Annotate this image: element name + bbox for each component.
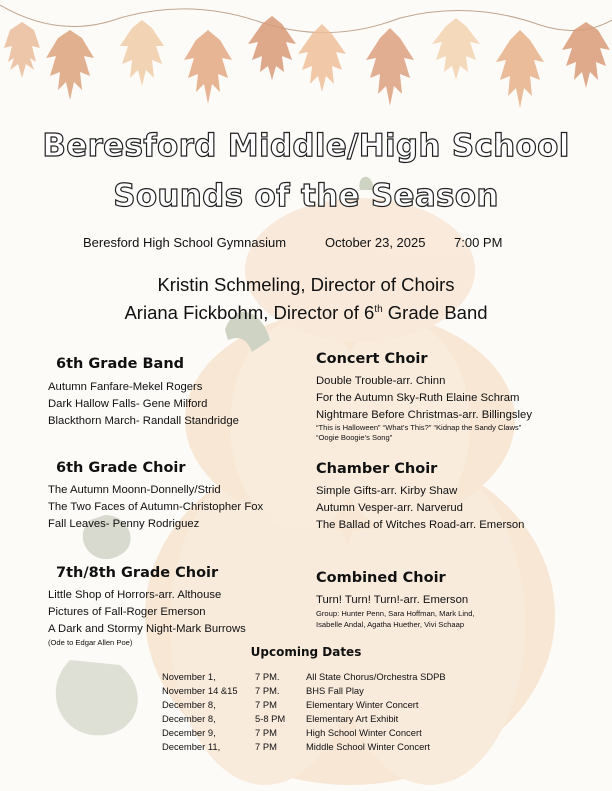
maple-leaf-icon xyxy=(496,30,544,108)
note-7th-8th-grade-choir: (Ode to Edgar Allen Poe) xyxy=(48,638,133,647)
upcoming-date: December 11, xyxy=(162,741,221,752)
director-choirs: Kristin Schmeling, Director of Choirs xyxy=(157,274,455,295)
upcoming-date: December 8, xyxy=(162,713,216,724)
list-item: The Ballad of Witches Road-arr. Emerson xyxy=(316,519,525,531)
list-item: Simple Gifts-arr. Kirby Shaw xyxy=(316,485,458,497)
note-concert-choir-line-2: “Oogie Boogie’s Song” xyxy=(316,433,393,442)
list-item: A Dark and Stormy Night-Mark Burrows xyxy=(48,623,246,635)
table-row xyxy=(0,685,612,699)
director-band-ordinal: th xyxy=(374,303,383,315)
leaf-garland-illustration xyxy=(0,0,612,130)
upcoming-event: BHS Fall Play xyxy=(306,685,364,696)
heading-concert-choir: Concert Choir xyxy=(316,351,428,367)
table-row xyxy=(0,741,612,755)
list-item: Turn! Turn! Turn!-arr. Emerson xyxy=(316,594,469,606)
upcoming-event: Elementary Winter Concert xyxy=(306,699,419,710)
list-7th-8th-grade-choir xyxy=(48,587,246,638)
list-item: Blackthorn March- Randall Standridge xyxy=(48,415,239,427)
upcoming-date: November 1, xyxy=(162,671,216,682)
list-item: Pictures of Fall-Roger Emerson xyxy=(48,606,206,618)
maple-leaf-icon xyxy=(562,22,610,88)
list-item: The Two Faces of Autumn-Christopher Fox xyxy=(48,501,264,513)
page-title-line-2: Sounds of the Season xyxy=(113,178,499,214)
list-item: Dark Hallow Falls- Gene Milford xyxy=(48,398,208,410)
page-title-line-1: Beresford Middle/High School xyxy=(42,128,570,164)
heading-6th-grade-choir: 6th Grade Choir xyxy=(56,460,186,476)
event-venue: Beresford High School Gymnasium xyxy=(83,235,287,250)
note-combined-choir-line-1: Group: Hunter Penn, Sara Hoffman, Mark Lind, xyxy=(316,609,475,618)
upcoming-time: 7 PM. xyxy=(255,671,280,682)
upcoming-event: Elementary Art Exhibit xyxy=(306,713,399,724)
list-chamber-choir xyxy=(316,483,524,534)
upcoming-event: Middle School Winter Concert xyxy=(306,741,431,752)
upcoming-time: 5-8 PM xyxy=(255,713,286,724)
event-time: 7:00 PM xyxy=(454,235,503,250)
list-concert-choir xyxy=(316,373,532,424)
upcoming-event: All State Chorus/Orchestra SDPB xyxy=(306,671,446,682)
director-band-suffix: Grade Band xyxy=(382,302,488,323)
maple-leaf-icon xyxy=(366,28,414,106)
upcoming-time: 7 PM. xyxy=(255,685,280,696)
maple-leaf-icon xyxy=(4,22,40,78)
list-6th-grade-choir xyxy=(48,482,263,533)
heading-chamber-choir: Chamber Choir xyxy=(316,461,438,477)
list-item: Autumn Vesper-arr. Narverud xyxy=(316,502,463,514)
director-band-prefix: Ariana Fickbohm, Director of 6 xyxy=(124,302,375,323)
upcoming-time: 7 PM xyxy=(255,699,277,710)
maple-leaf-icon xyxy=(46,30,94,100)
maple-leaf-icon xyxy=(432,18,480,80)
upcoming-time: 7 PM xyxy=(255,727,277,738)
event-date: October 23, 2025 xyxy=(325,235,426,250)
table-row xyxy=(0,727,612,741)
upcoming-date: December 9, xyxy=(162,727,216,738)
director-band xyxy=(0,302,612,324)
heading-6th-grade-band: 6th Grade Band xyxy=(56,356,185,372)
maple-leaf-icon xyxy=(298,24,346,92)
list-combined-choir xyxy=(316,592,468,609)
table-row xyxy=(0,699,612,713)
list-item: Double Trouble-arr. Chinn xyxy=(316,375,446,387)
list-item: Autumn Fanfare-Mekel Rogers xyxy=(48,381,203,393)
list-item: The Autumn Moonn-Donnelly/Strid xyxy=(48,484,221,496)
table-row xyxy=(0,671,612,685)
note-concert-choir-line-1: “This is Halloween” “What’s This?” “Kidnap the Sandy Claws” xyxy=(316,423,522,432)
list-item: For the Autumn Sky-Ruth Elaine Schram xyxy=(316,392,520,404)
maple-leaf-icon xyxy=(120,20,164,86)
note-combined-choir-line-2: Isabelle Andal, Agatha Huether, Vivi Schaap xyxy=(316,620,465,629)
upcoming-time: 7 PM xyxy=(255,741,277,752)
list-item: Little Shop of Horrors-arr. Althouse xyxy=(48,589,222,601)
maple-leaf-icon xyxy=(248,16,296,80)
heading-combined-choir: Combined Choir xyxy=(316,570,446,586)
list-item: Nightmare Before Christmas-arr. Billingsley xyxy=(316,409,532,421)
heading-7th-8th-grade-choir: 7th/8th Grade Choir xyxy=(56,565,219,581)
table-row xyxy=(0,713,612,727)
upcoming-event: High School Winter Concert xyxy=(306,727,422,738)
upcoming-date: December 8, xyxy=(162,699,216,710)
upcoming-dates-heading: Upcoming Dates xyxy=(250,645,362,659)
list-item: Fall Leaves- Penny Rodriguez xyxy=(48,518,200,530)
list-6th-grade-band xyxy=(48,379,239,430)
upcoming-date: November 14 &15 xyxy=(162,685,238,696)
maple-leaf-icon xyxy=(184,30,232,104)
